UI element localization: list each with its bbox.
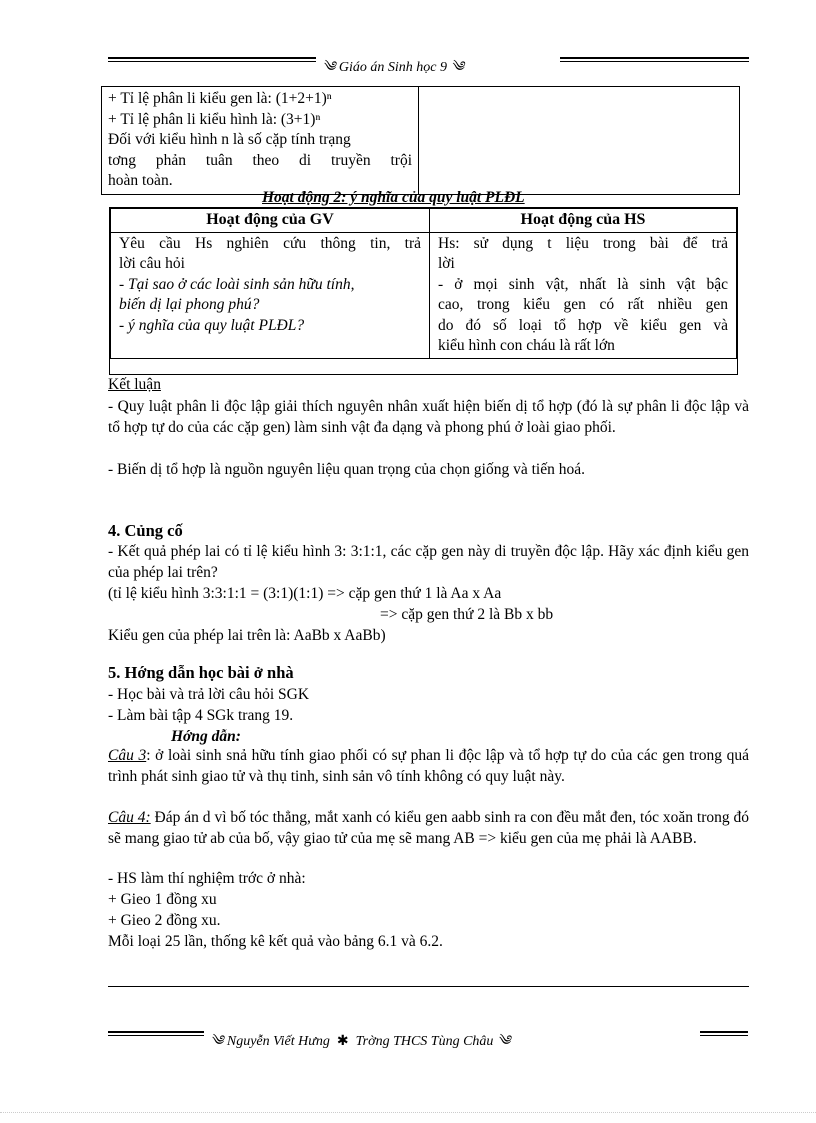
section5-line: Mỗi loại 25 lần, thống kê kết quả vào bảng 6.1 và 6.2.	[108, 933, 443, 950]
section4-line: (tỉ lệ kiểu hình 3:3:1:1 = (3:1)(1:1) => cặp gen thứ 1 là Aa x Aa	[108, 585, 502, 602]
conclusion-paragraph: - Biến dị tổ hợp là nguồn nguyên liệu quan trọng của chọn giống và tiến hoá.	[108, 461, 585, 478]
question3-label: Câu 3	[108, 747, 147, 764]
conclusion-paragraph: - Quy luật phân li độc lập giải thích nguyên nhân xuất hiện biến dị tổ hợp (đó là sự phân li độc lập và tổ hợp tự do của các cặp gen) làm sinh vật đa dạng và phong phú ở loài giao phối.	[108, 398, 749, 436]
section4-title: 4. Củng cố	[108, 521, 183, 540]
formula-cell	[102, 87, 419, 195]
header-title-wrap	[322, 50, 464, 90]
section5-line: + Gieo 2 đồng xu.	[108, 912, 221, 929]
section4-line: => cặp gen thứ 2 là Bb x bb	[380, 606, 554, 623]
hs-line: do đó số loại tổ hợp về kiểu gen và	[438, 316, 728, 334]
hs-cell	[430, 232, 737, 358]
conclusion-title: Kết luận	[108, 376, 161, 393]
gv-line: lời câu hỏi	[119, 255, 185, 272]
activity2-heading: Hoạt động 2: ý nghĩa của quy luật PLĐL	[262, 189, 525, 206]
ornament-left-icon: ༄	[210, 1034, 224, 1049]
activity-table-frame	[109, 207, 738, 375]
question4-text: Đáp án d vì bố tóc thẳng, mắt xanh có kiểu gen aabb sinh ra con đều mắt đen, tóc xoăn trong đó sẽ mang giao tử ab của bố, vậy giao tử của mẹ sẽ mang AB => kiểu gen của mẹ phải là AABB.	[108, 809, 749, 847]
page-bottom-edge	[0, 1112, 816, 1113]
header-rule-right	[560, 57, 749, 62]
header-rule-left	[108, 57, 316, 62]
section5-title: 5. Hớng dẫn học bài ở nhà	[108, 663, 294, 682]
col-hs-header: Hoạt động của HS	[430, 209, 737, 233]
question3-text: : ở loài sinh snả hữu tính giao phối có sự phan li độc lập và tổ hợp tự do của các gen trong quá trình phát sinh giao tử và thụ tinh, sinh sản vô tính không có quy luật này.	[108, 747, 749, 785]
hs-line: cao, trong kiểu gen có rất nhiều gen	[438, 296, 728, 313]
guide-title: Hớng dẫn:	[171, 728, 241, 745]
section4-paragraph: - Kết quả phép lai có tỉ lệ kiểu hình 3: 3:1:1, các cặp gen này di truyền độc lập. Hãy xác định kiểu gen của phép lai trên?	[108, 543, 749, 581]
section5-line: + Gieo 1 đồng xu	[108, 891, 217, 908]
star-icon: ✱	[336, 1034, 349, 1049]
question3-paragraph	[108, 745, 749, 787]
col-gv-header: Hoạt động của GV	[111, 209, 430, 233]
formula-line: hoàn toàn.	[108, 172, 173, 189]
hs-line: Hs: sử dụng t liệu trong bài để trả	[438, 234, 728, 252]
footer-divider	[108, 986, 749, 987]
formula-line: Đối với kiểu hình n là số cặp tính trạng	[108, 131, 351, 148]
ornament-left-icon: ༄	[322, 60, 336, 75]
footer-rule-right	[700, 1031, 748, 1036]
activity-table	[110, 208, 737, 359]
empty-cell	[419, 87, 740, 195]
section5-line: - Làm bài tập 4 SGk trang 19.	[108, 707, 294, 724]
hs-line: lời	[438, 255, 455, 272]
section5-line: - Học bài và trả lời câu hỏi SGK	[108, 686, 310, 703]
formula-line: + Tỉ lệ phân li kiểu gen là: (1+2+1)ⁿ	[108, 90, 332, 107]
footer-school: Trờng THCS Tùng Châu	[355, 1034, 494, 1049]
question4-label: Câu 4:	[108, 809, 151, 826]
footer-author: Nguyễn Viết Hưng	[226, 1034, 330, 1049]
formula-table	[101, 86, 740, 195]
hs-line: kiểu hình con cháu là rất lớn	[438, 337, 615, 354]
footer-rule-left	[108, 1031, 204, 1036]
ornament-right-icon: ༄	[450, 60, 464, 75]
gv-question: biến dị lại phong phú?	[119, 296, 260, 313]
formula-line: + Tỉ lệ phân li kiểu hình là: (3+1)ⁿ	[108, 110, 321, 128]
gv-question: - ý nghĩa của quy luật PLĐL?	[119, 316, 305, 334]
hs-line: - ở mọi sinh vật, nhất là sinh vật bậc	[438, 275, 728, 293]
gv-line: Yêu cầu Hs nghiên cứu thông tin, trả	[119, 234, 421, 252]
question4-paragraph	[108, 807, 749, 849]
section5-line: - HS làm thí nghiệm trớc ở nhà:	[108, 870, 306, 887]
gv-cell	[111, 232, 430, 358]
section4-line: Kiểu gen của phép lai trên là: AaBb x AaBb)	[108, 627, 386, 644]
formula-line: tơng phản tuân theo di truyền trội	[108, 151, 412, 169]
gv-question: - Tại sao ở các loài sinh sản hữu tính,	[119, 275, 355, 293]
footer-text	[210, 1024, 510, 1064]
header-title: Giáo án Sinh học 9	[338, 60, 447, 75]
ornament-right-icon: ༄	[496, 1034, 511, 1049]
